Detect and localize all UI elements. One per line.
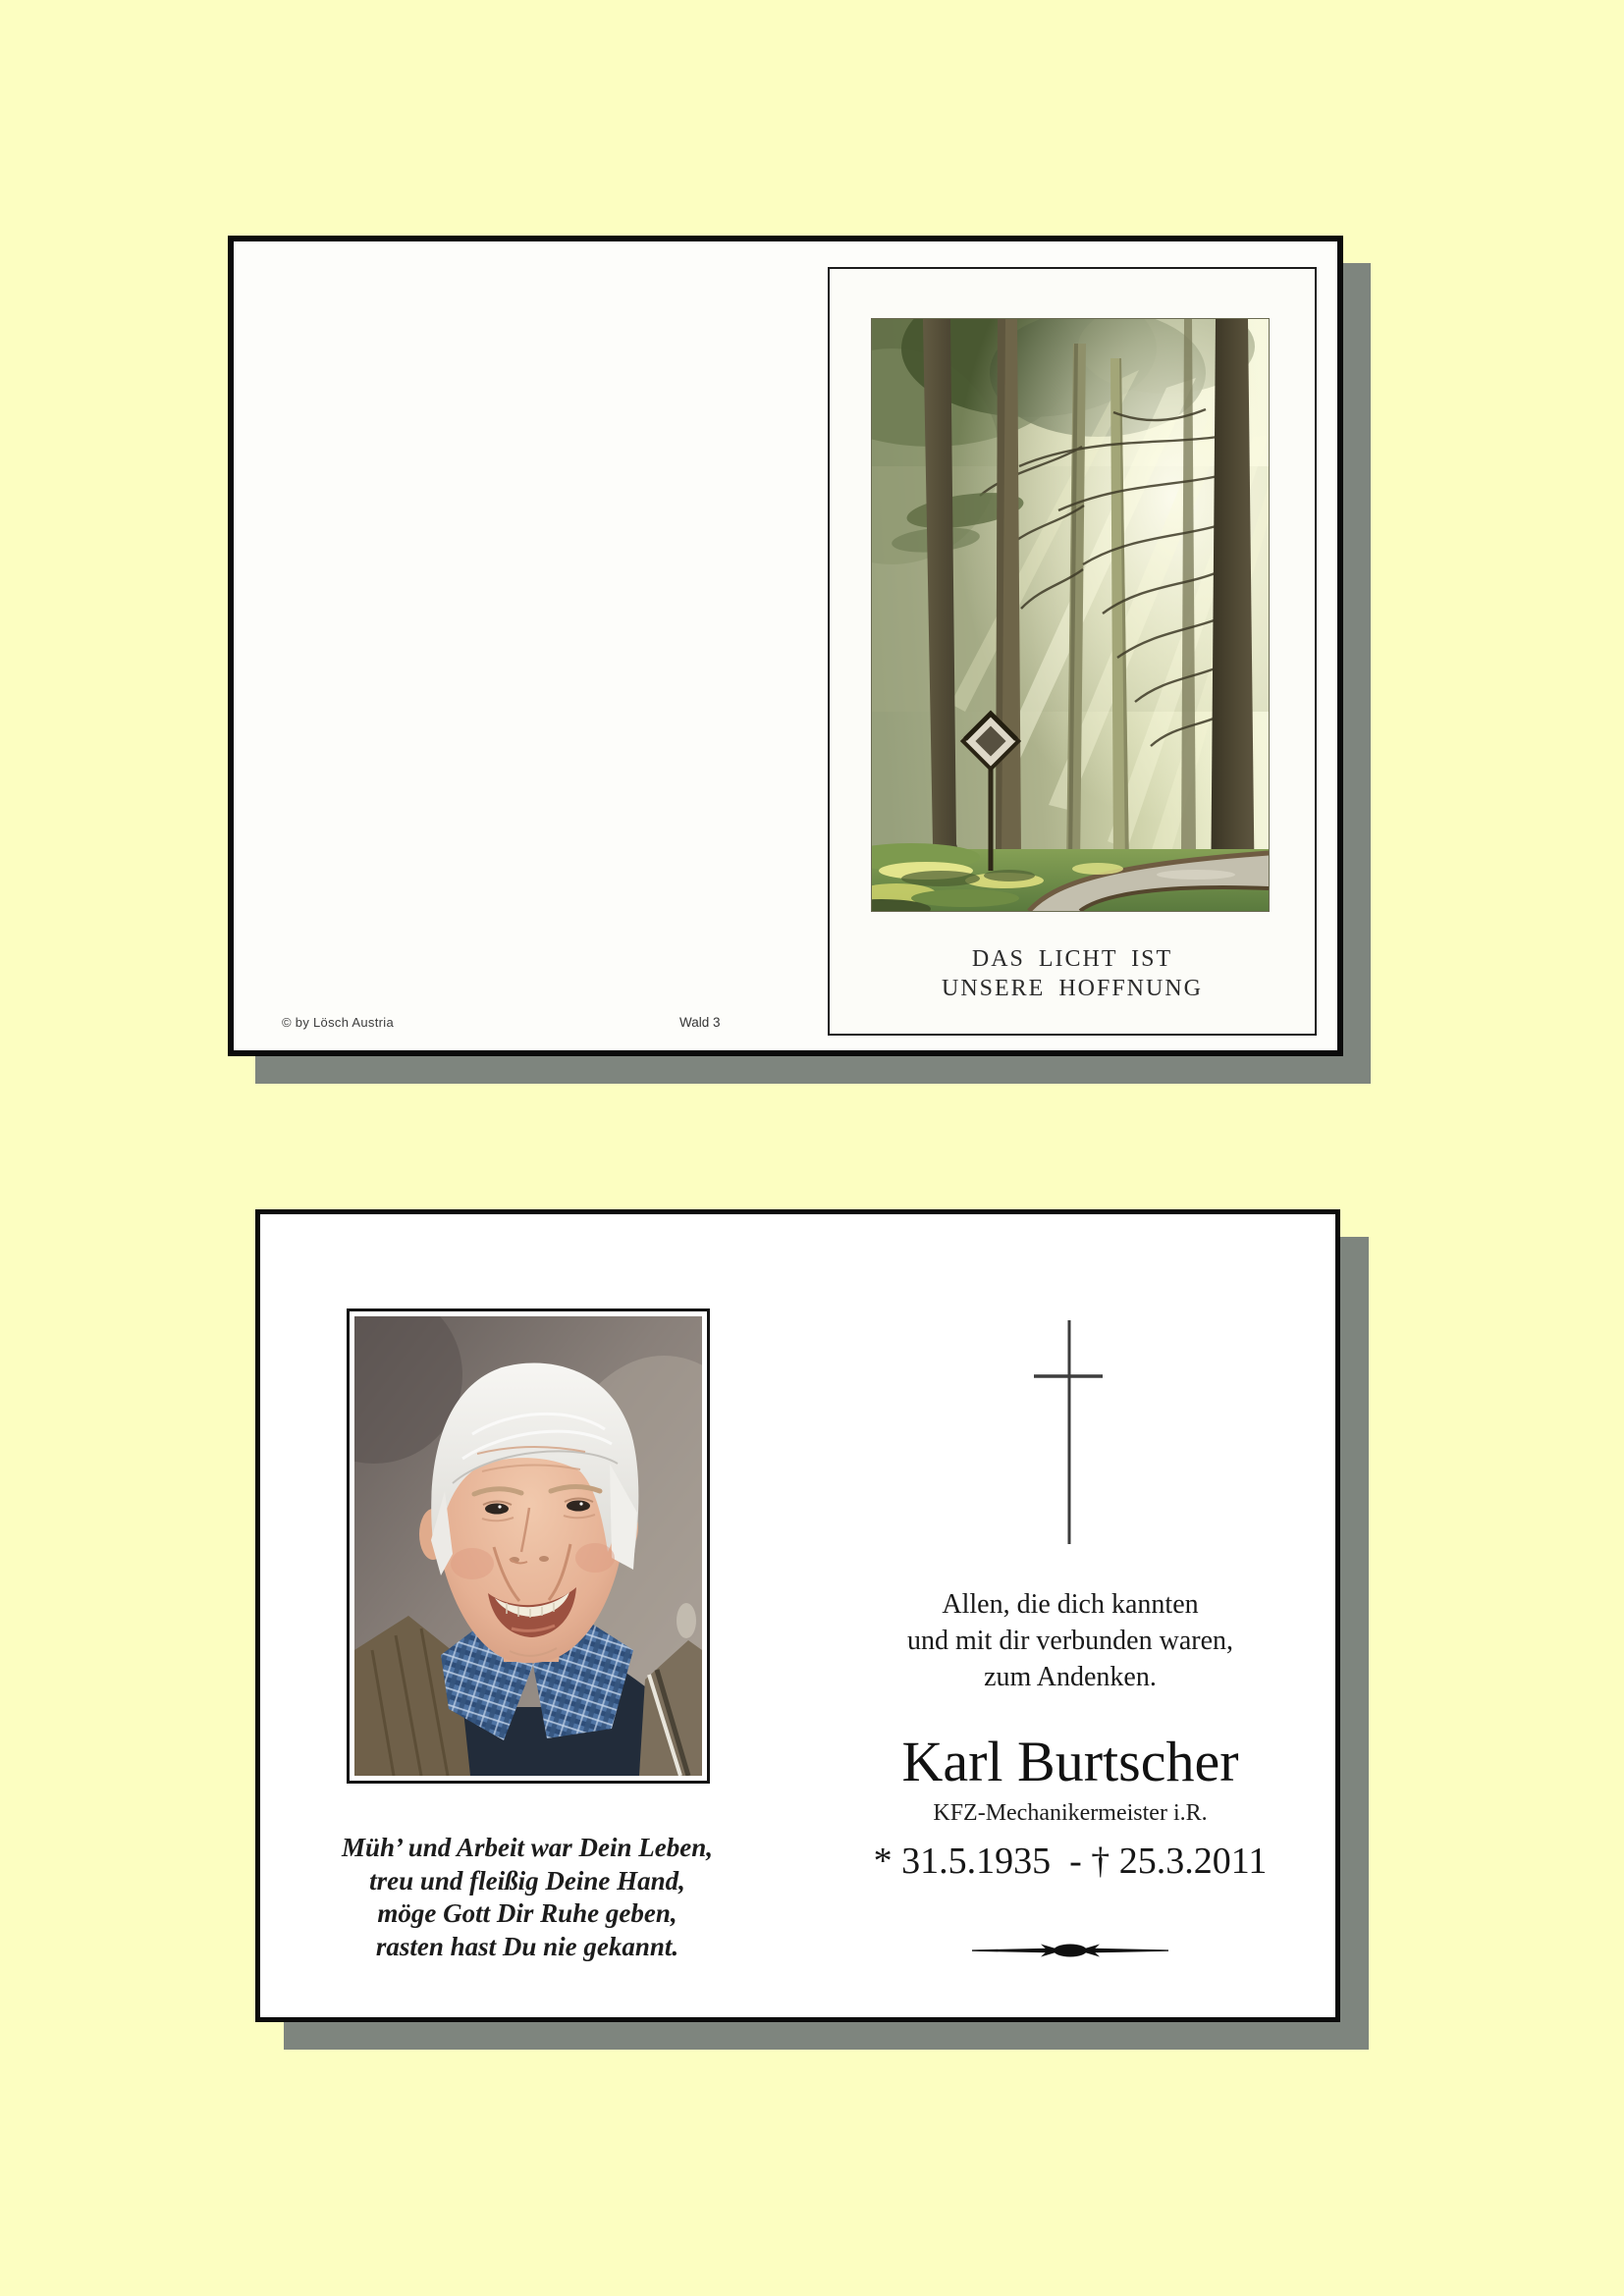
memorial-card-front-spread	[228, 236, 1343, 1056]
front-caption-line1: DAS LICHT IST	[971, 946, 1173, 972]
poem-line: rasten hast Du nie gekannt.	[375, 1931, 679, 1961]
memorial-card-inside-spread	[255, 1209, 1340, 2022]
deceased-profession: KFZ-Mechanikermeister i.R.	[933, 1800, 1208, 1826]
poem-line: treu und fleißig Deine Hand,	[369, 1865, 685, 1896]
poem-line: möge Gott Dir Ruhe geben,	[377, 1898, 677, 1928]
dedication-line: und mit dir verbunden waren,	[906, 1626, 1234, 1656]
divider-ornament-icon	[970, 1938, 1170, 1963]
birth-death-dates: * 31.5.1935 - † 25.3.2011	[873, 1841, 1268, 1882]
motif-code: Wald 3	[679, 1015, 721, 1030]
dedication-text	[805, 1586, 1335, 1695]
deceased-name: Karl Burtscher	[901, 1730, 1239, 1793]
front-cover-panel	[828, 267, 1317, 1036]
memorial-poem	[292, 1832, 763, 1963]
portrait-photo	[354, 1316, 702, 1776]
poem-line: Müh’ und Arbeit war Dein Leben,	[341, 1833, 714, 1862]
forest-sunrays-photo	[872, 319, 1269, 911]
dedication-line: zum Andenken.	[984, 1662, 1157, 1692]
front-caption	[830, 944, 1315, 1003]
dedication-line: Allen, die dich kannten	[942, 1589, 1199, 1620]
front-caption-line2: UNSERE HOFFNUNG	[941, 976, 1204, 1001]
publisher-credit: © by Lösch Austria	[282, 1015, 394, 1030]
memorial-cross-icon	[1031, 1318, 1106, 1550]
portrait-frame	[347, 1308, 710, 1784]
